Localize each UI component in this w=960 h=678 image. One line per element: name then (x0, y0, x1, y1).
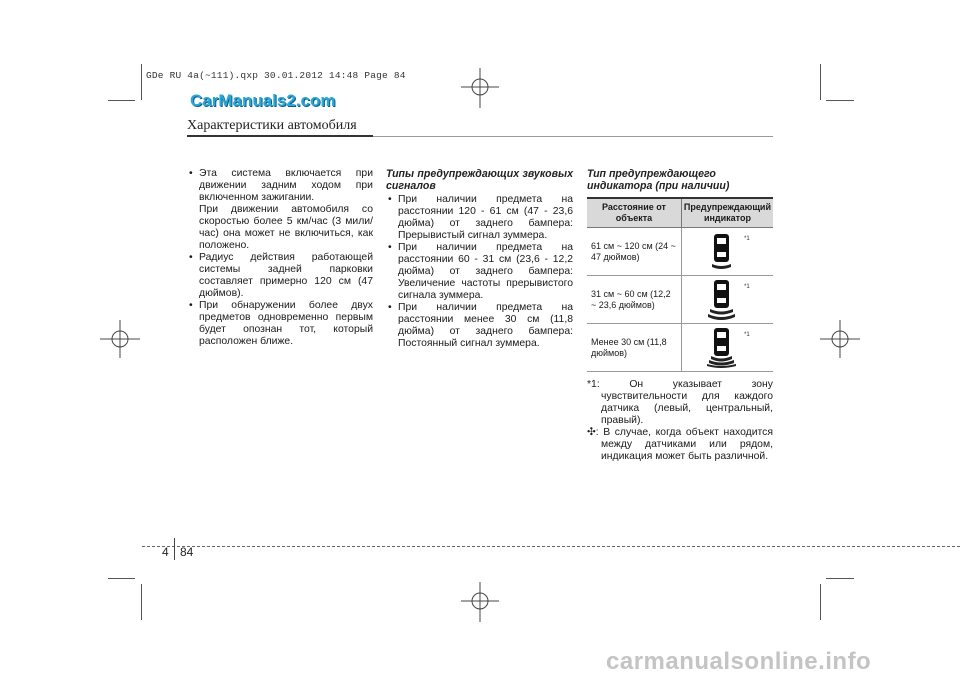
page-divider (174, 538, 175, 560)
car-indicator-icon (682, 276, 772, 320)
distance-cell: 61 см ~ 120 см (24 ~ 47 дюймов) (587, 228, 681, 276)
crop-mark (108, 100, 135, 101)
bullet-item: • При наличии предмета на расстоянии 60 - 31 см (23,6 - 12,2 дюйма) от заднего бампера: Увеличение частоты прерывистого сигнала зуммера. (386, 242, 573, 302)
distance-cell: 31 см ~ 60 см (12,2 ~ 23,6 дюймов) (587, 276, 681, 324)
column-1 (187, 168, 373, 348)
footnote-1: *1: Он указывает зону чувствительности для каждого датчика (левый, центральный, правый). (587, 379, 773, 426)
bullet-item: • Эта система включается при движении задним ходом при включенном зажигании. (187, 168, 373, 204)
indicator-table (587, 197, 773, 372)
footer-rule (142, 546, 960, 547)
zone-mark: *1 (743, 236, 750, 242)
indicator-cell (681, 228, 773, 276)
crop-mark (108, 578, 135, 579)
crop-mark (820, 64, 821, 100)
table-row (587, 228, 773, 276)
table-row (587, 324, 773, 372)
bullet-continuation: При движении автомобиля со скоростью более 5 км/час (3 мили/час) она может не включиться, как положено. (199, 204, 373, 251)
footnote-2: ✣: В случае, когда объект находится между датчиками или рядом, индикация может быть различной. (587, 427, 773, 462)
bullet-item: • При наличии предмета на расстоянии менее 30 см (11,8 дюйма) от заднего бампера: Постоянный сигнал зуммера. (386, 302, 573, 350)
column-2 (386, 168, 573, 350)
crop-mark (141, 584, 142, 620)
registration-mark-left (100, 320, 140, 358)
distance-cell: Менее 30 см (11,8 дюймов) (587, 324, 681, 372)
indicator-cell (681, 324, 773, 372)
crop-mark (141, 64, 142, 100)
registration-mark-right (820, 320, 860, 358)
crop-mark (826, 100, 854, 101)
header-rule-light (373, 136, 773, 137)
car-indicator-icon (682, 228, 772, 272)
crop-mark (826, 578, 854, 579)
registration-mark-bottom (461, 582, 499, 622)
chapter-number: 4 (162, 545, 169, 559)
page-number: 84 (180, 545, 194, 559)
indicator-cell (681, 276, 773, 324)
bullet-item: • Радиус действия работающей системы задней парковки составляет примерно 120 см (47 дюймов). (187, 252, 373, 300)
table-header-distance: Расстояние от объекта (587, 198, 681, 228)
table-header-indicator: Предупреждающий индикатор (681, 198, 773, 228)
heading-indicator-type: Тип предупреждающего индикатора (при наличии) (587, 168, 730, 192)
watermark-top: CarManuals2.com (190, 91, 336, 110)
bullet-item: • При обнаружении более двух предметов одновременно первым будет опознан тот, который расположен ближе. (187, 300, 373, 348)
car-indicator-icon (682, 324, 772, 368)
bullet-item: • При наличии предмета на расстоянии 120 - 61 см (47 - 23,6 дюйма) от заднего бампера: Прерывистый сигнал зуммера. (386, 194, 573, 242)
column-3 (587, 168, 773, 463)
header-rule-dark (187, 135, 373, 137)
section-title: Характеристики автомобиля (187, 118, 357, 133)
table-row (587, 276, 773, 324)
print-slug: GDe RU 4a(~111).qxp 30.01.2012 14:48 Page 84 (146, 70, 406, 81)
zone-mark: *1 (743, 284, 750, 290)
heading-sound-types: Типы предупреждающих звуковых сигналов (386, 168, 573, 192)
registration-mark-top (461, 68, 499, 108)
notes (587, 379, 773, 463)
watermark-bottom: carmanualsonline.info (606, 648, 872, 675)
zone-mark: *1 (743, 332, 750, 338)
crop-mark (820, 584, 821, 620)
